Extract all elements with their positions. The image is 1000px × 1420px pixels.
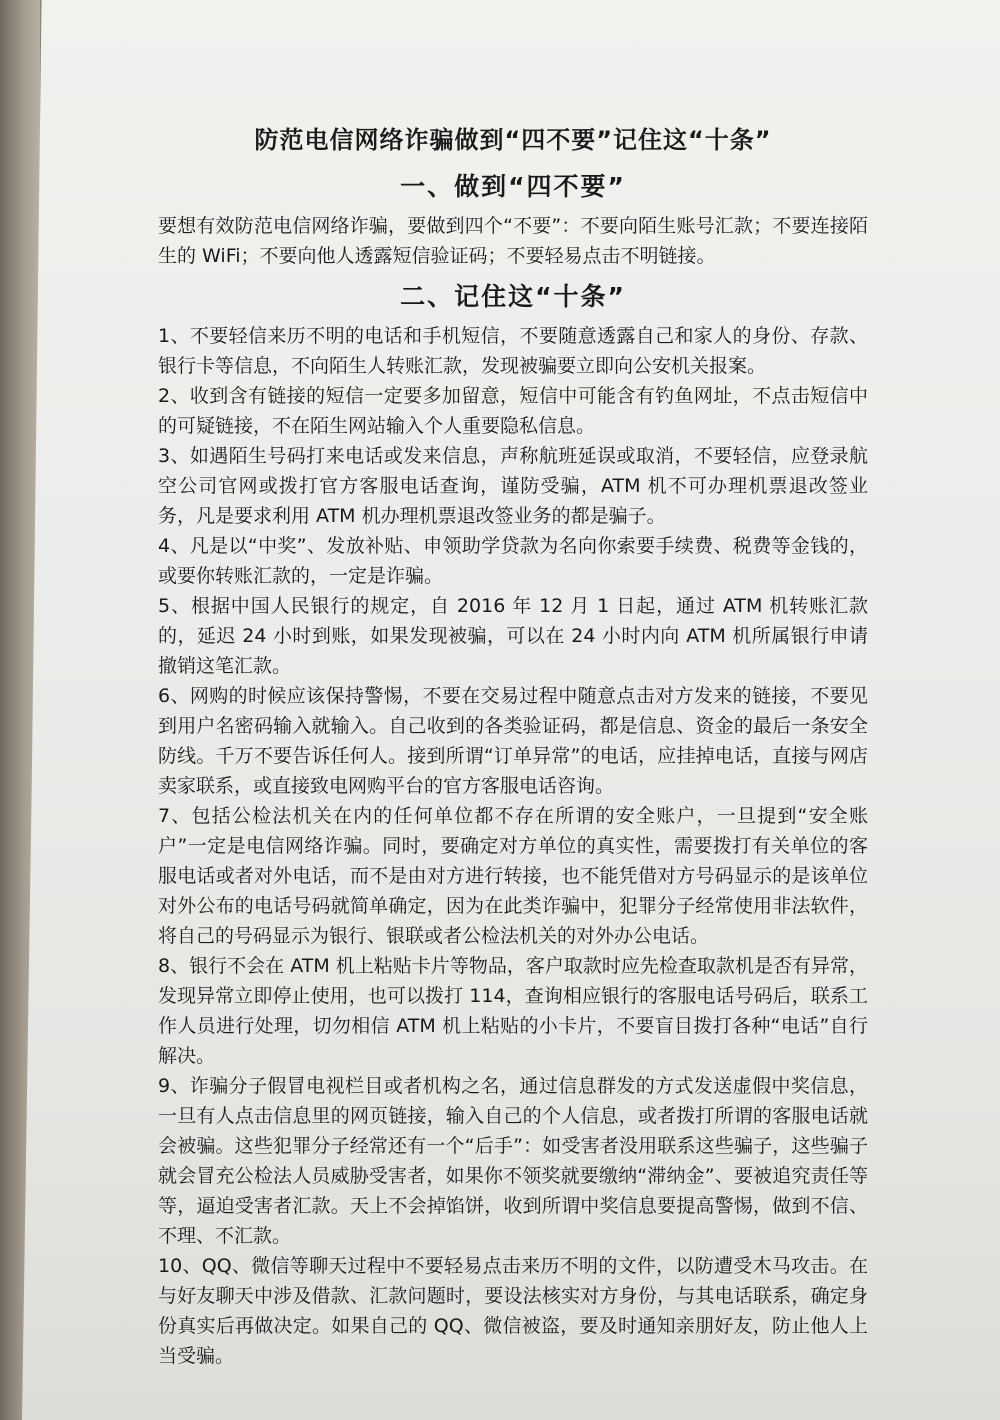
document-content — [158, 120, 868, 1371]
rule-item-5: 5、根据中国人民银行的规定，自 2016 年 12 月 1 日起，通过 ATM 机转账汇款的，延迟 24 小时到账，如果发现被骗，可以在 24 小时内向 ATM 机所属银行申请撤销这笔汇款。 — [158, 595, 868, 677]
rule-item-10: 10、QQ、微信等聊天过程中不要轻易点击来历不明的文件，以防遭受木马攻击。在与好友聊天中涉及借款、汇款问题时，要设法核实对方身份，与其电话联系，确定身份真实后再做决定。如果自己的 QQ、微信被盗，要及时通知亲朋好友，防止他人上当受骗。 — [158, 1255, 868, 1367]
rule-item-8: 8、银行不会在 ATM 机上粘贴卡片等物品，客户取款时应先检查取款机是否有异常，发现异常立即停止使用，也可以拨打 114，查询相应银行的客服电话号码后，联系工作人员进行处理，切勿相信 ATM 机上粘贴的小卡片，不要盲目拨打各种“电话”自行解决。 — [158, 955, 868, 1067]
rule-item-2: 2、收到含有链接的短信一定要多加留意，短信中可能含有钓鱼网址，不点击短信中的可疑链接，不在陌生网站输入个人重要隐私信息。 — [158, 385, 868, 437]
rule-item-7: 7、包括公检法机关在内的任何单位都不存在所谓的安全账户，一旦提到“安全账户”一定是电信网络诈骗。同时，要确定对方单位的真实性，需要拨打有关单位的客服电话或者对外电话，而不是由对方进行转接，也不能凭借对方号码显示的是该单位对外公布的电话号码就简单确定，因为在此类诈骗中，犯罪分子经常使用非法软件，将自己的号码显示为银行、银联或者公检法机关的对外办公电话。 — [158, 805, 868, 947]
rule-item-6: 6、网购的时候应该保持警惕，不要在交易过程中随意点击对方发来的链接，不要见到用户名密码输入就输入。自己收到的各类验证码，都是信息、资金的最后一条安全防线。千万不要告诉任何人。接到所谓“订单异常”的电话，应挂掉电话，直接与网店卖家联系，或直接致电网购平台的官方客服电话咨询。 — [158, 685, 868, 797]
rule-item-1: 1、不要轻信来历不明的电话和手机短信，不要随意透露自己和家人的身份、存款、银行卡等信息，不向陌生人转账汇款，发现被骗要立即向公安机关报案。 — [158, 325, 868, 377]
rule-item-3: 3、如遇陌生号码打来电话或发来信息，声称航班延误或取消，不要轻信，应登录航空公司官网或拨打官方客服电话查询，谨防受骗，ATM 机不可办理机票退改签业务，凡是要求利用 ATM 机办理机票退改签业务的都是骗子。 — [158, 445, 868, 527]
rule-item-9: 9、诈骗分子假冒电视栏目或者机构之名，通过信息群发的方式发送虚假中奖信息，一旦有人点击信息里的网页链接，输入自己的个人信息，或者拨打所谓的客服电话就会被骗。这些犯罪分子经常还有一个“后手”：如受害者没用联系这些骗子，这些骗子就会冒充公检法人员威胁受害者，如果你不领奖就要缴纳“滞纳金”、要被追究责任等等，逼迫受害者汇款。天上不会掉馅饼，收到所谓中奖信息要提高警惕，做到不信、不理、不汇款。 — [158, 1075, 868, 1247]
section-2-heading: 二、记住这“十条” — [400, 282, 626, 311]
section-1-paragraph: 要想有效防范电信网络诈骗，要做到四个“不要”：不要向陌生账号汇款；不要连接陌生的 WiFi；不要向他人透露短信验证码；不要轻易点击不明链接。 — [158, 215, 868, 267]
rule-item-4: 4、凡是以“中奖”、发放补贴、申领助学贷款为名向你索要手续费、税费等金钱的，或要你转账汇款的，一定是诈骗。 — [158, 535, 868, 587]
rules-list — [158, 321, 868, 1371]
section-1-heading: 一、做到“四不要” — [400, 172, 626, 201]
document-title: 防范电信网络诈骗做到“四不要”记住这“十条” — [254, 126, 772, 154]
